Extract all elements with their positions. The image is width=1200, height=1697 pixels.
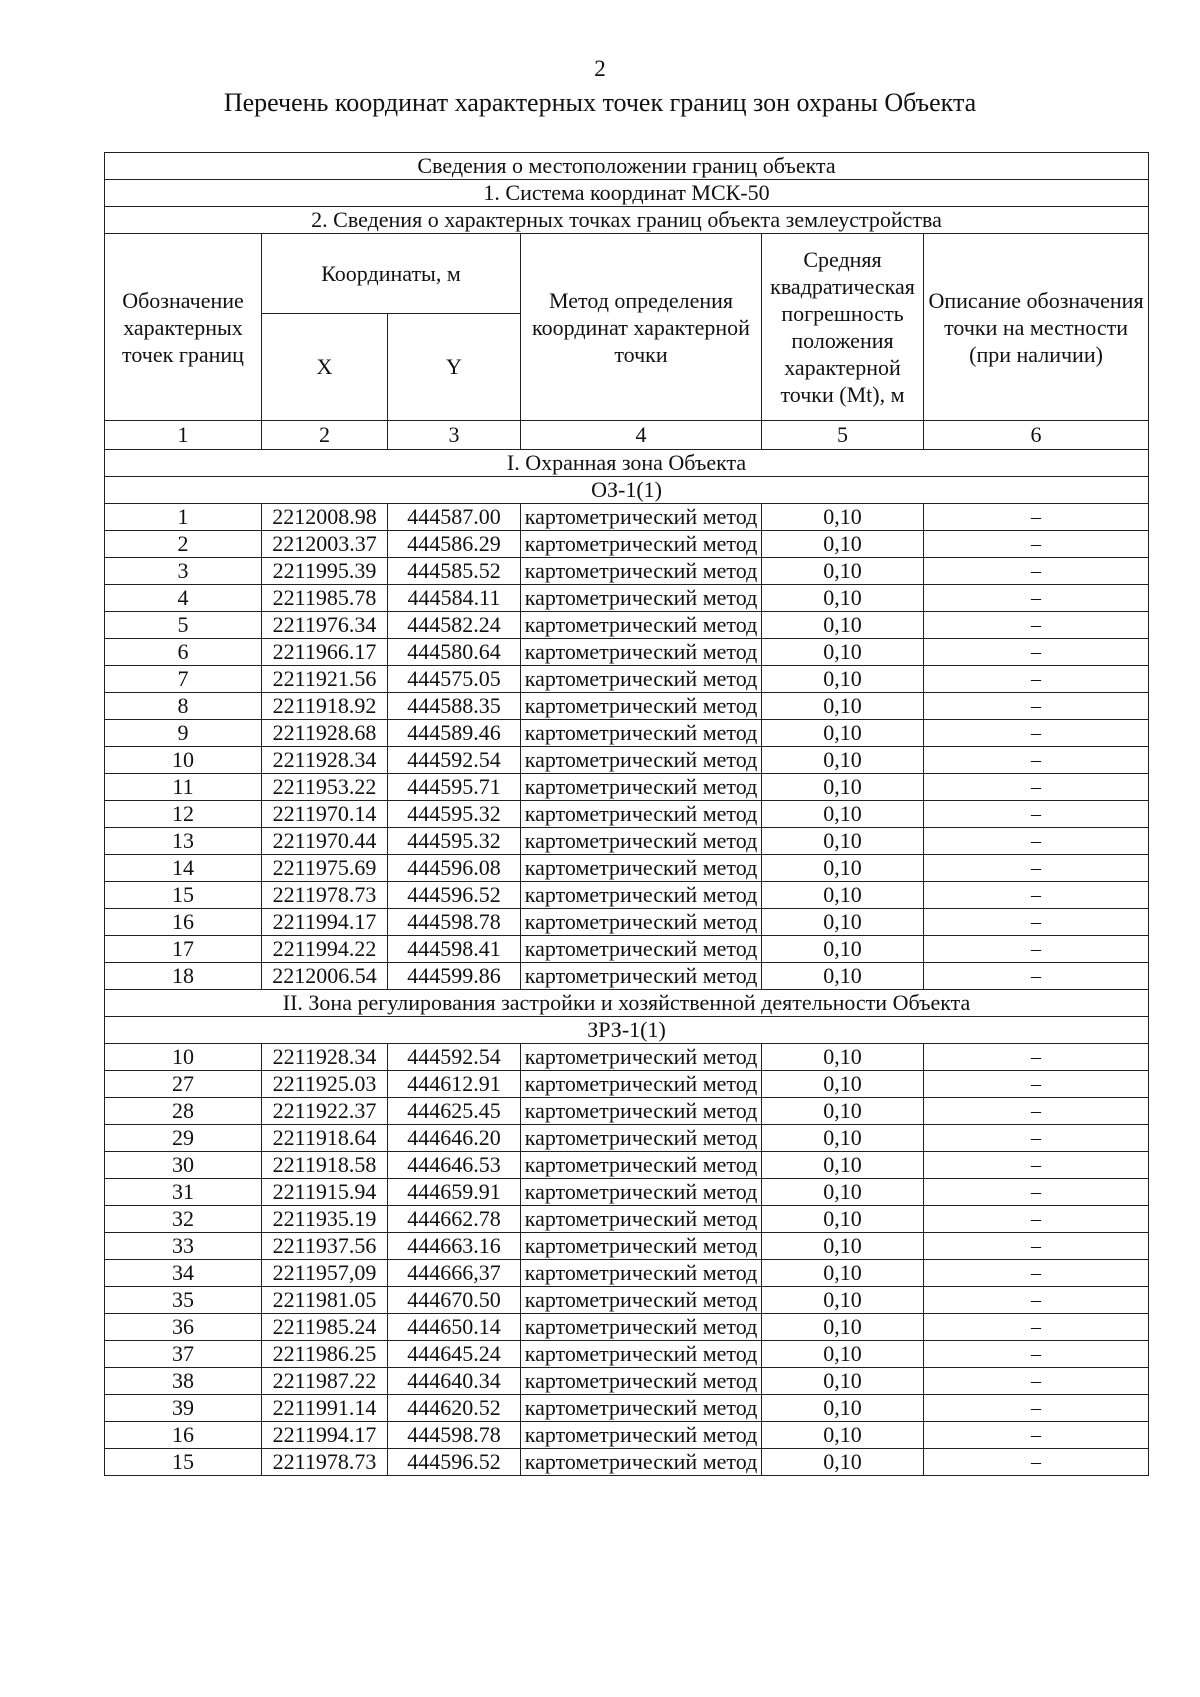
point-cell: 10 [105,747,262,774]
y-coordinate-cell: 444598.41 [388,936,521,963]
x-coordinate-cell: 2211922.37 [262,1098,388,1125]
x-coordinate-cell: 2211953.22 [262,774,388,801]
method-cell: картометрический метод [521,1260,762,1287]
column-number-1: 1 [105,421,262,450]
y-coordinate-cell: 444575.05 [388,666,521,693]
description-cell: – [924,1152,1149,1179]
method-cell: картометрический метод [521,909,762,936]
y-coordinate-cell: 444592.54 [388,1044,521,1071]
table-row [105,936,1149,963]
column-number-6: 6 [924,421,1149,450]
method-cell: картометрический метод [521,747,762,774]
error-cell: 0,10 [762,1422,924,1449]
y-coordinate-cell: 444598.78 [388,909,521,936]
error-cell: 0,10 [762,828,924,855]
table-row [105,1044,1149,1071]
coordinates-table [104,152,1149,1476]
table-row [105,693,1149,720]
y-coordinate-cell: 444596.08 [388,855,521,882]
description-cell: – [924,1098,1149,1125]
point-cell: 5 [105,612,262,639]
header-point: Обозначение характерных точек границ [105,234,262,421]
x-coordinate-cell: 2211975.69 [262,855,388,882]
x-coordinate-cell: 2211937.56 [262,1233,388,1260]
method-cell: картометрический метод [521,1098,762,1125]
page-number: 2 [594,56,606,81]
table-row [105,1341,1149,1368]
header-coordinates: Координаты, м [262,234,521,314]
y-coordinate-cell: 444670.50 [388,1287,521,1314]
error-cell: 0,10 [762,1125,924,1152]
table-row [105,1368,1149,1395]
table-row [105,1098,1149,1125]
y-coordinate-cell: 444596.52 [388,882,521,909]
point-cell: 38 [105,1368,262,1395]
method-cell: картометрический метод [521,639,762,666]
x-coordinate-cell: 2211978.73 [262,1449,388,1476]
x-coordinate-cell: 2211970.14 [262,801,388,828]
description-cell: – [924,531,1149,558]
point-cell: 10 [105,1044,262,1071]
description-cell: – [924,1395,1149,1422]
x-coordinate-cell: 2211994.17 [262,1422,388,1449]
point-cell: 31 [105,1179,262,1206]
error-cell: 0,10 [762,720,924,747]
table-row [105,612,1149,639]
table-row [105,639,1149,666]
zone-label: ЗРЗ-1(1) [105,1017,1149,1044]
method-cell: картометрический метод [521,1152,762,1179]
y-coordinate-cell: 444662.78 [388,1206,521,1233]
table-row [105,1179,1149,1206]
description-cell: – [924,1341,1149,1368]
method-cell: картометрический метод [521,1071,762,1098]
point-cell: 33 [105,1233,262,1260]
point-cell: 39 [105,1395,262,1422]
coordinate-system: 1. Система координат МСК-50 [105,180,1149,207]
point-cell: 32 [105,1206,262,1233]
section-title: II. Зона регулирования застройки и хозяйственной деятельности Объекта [105,990,1149,1017]
table-row [105,774,1149,801]
method-cell: картометрический метод [521,1422,762,1449]
description-cell: – [924,828,1149,855]
error-cell: 0,10 [762,1449,924,1476]
method-cell: картометрический метод [521,1044,762,1071]
x-coordinate-cell: 2211994.17 [262,909,388,936]
description-cell: – [924,1368,1149,1395]
point-cell: 12 [105,801,262,828]
y-coordinate-cell: 444620.52 [388,1395,521,1422]
description-cell: – [924,855,1149,882]
error-cell: 0,10 [762,693,924,720]
y-coordinate-cell: 444584.11 [388,585,521,612]
y-coordinate-cell: 444596.52 [388,1449,521,1476]
table-row [105,1314,1149,1341]
error-cell: 0,10 [762,936,924,963]
point-cell: 36 [105,1314,262,1341]
x-coordinate-cell: 2211935.19 [262,1206,388,1233]
description-cell: – [924,1233,1149,1260]
point-cell: 16 [105,1422,262,1449]
description-cell: – [924,1287,1149,1314]
error-cell: 0,10 [762,747,924,774]
description-cell: – [924,720,1149,747]
zone-label: ОЗ-1(1) [105,477,1149,504]
y-coordinate-cell: 444598.78 [388,1422,521,1449]
error-cell: 0,10 [762,1044,924,1071]
error-cell: 0,10 [762,1395,924,1422]
table-row [105,1395,1149,1422]
method-cell: картометрический метод [521,963,762,990]
y-coordinate-cell: 444666,37 [388,1260,521,1287]
method-cell: картометрический метод [521,1179,762,1206]
y-coordinate-cell: 444582.24 [388,612,521,639]
description-cell: – [924,1314,1149,1341]
method-cell: картометрический метод [521,558,762,585]
y-coordinate-cell: 444640.34 [388,1368,521,1395]
point-cell: 17 [105,936,262,963]
error-cell: 0,10 [762,1206,924,1233]
description-cell: – [924,558,1149,585]
column-number-2: 2 [262,421,388,450]
y-coordinate-cell: 444663.16 [388,1233,521,1260]
table-row [105,666,1149,693]
column-number-3: 3 [388,421,521,450]
method-cell: картометрический метод [521,693,762,720]
description-cell: – [924,801,1149,828]
error-cell: 0,10 [762,504,924,531]
x-coordinate-cell: 2211985.24 [262,1314,388,1341]
description-cell: – [924,639,1149,666]
error-cell: 0,10 [762,1098,924,1125]
point-cell: 4 [105,585,262,612]
method-cell: картометрический метод [521,828,762,855]
table-row [105,1449,1149,1476]
y-coordinate-cell: 444580.64 [388,639,521,666]
x-coordinate-cell: 2211978.73 [262,882,388,909]
description-cell: – [924,936,1149,963]
method-cell: картометрический метод [521,585,762,612]
x-coordinate-cell: 2212006.54 [262,963,388,990]
y-coordinate-cell: 444646.53 [388,1152,521,1179]
x-coordinate-cell: 2211921.56 [262,666,388,693]
point-cell: 30 [105,1152,262,1179]
description-cell: – [924,1044,1149,1071]
description-cell: – [924,1422,1149,1449]
y-coordinate-cell: 444588.35 [388,693,521,720]
point-cell: 6 [105,639,262,666]
error-cell: 0,10 [762,882,924,909]
point-cell: 11 [105,774,262,801]
error-cell: 0,10 [762,585,924,612]
point-cell: 1 [105,504,262,531]
method-cell: картометрический метод [521,882,762,909]
error-cell: 0,10 [762,1314,924,1341]
table-row [105,963,1149,990]
point-cell: 15 [105,1449,262,1476]
description-cell: – [924,909,1149,936]
x-coordinate-cell: 2211957,09 [262,1260,388,1287]
description-cell: – [924,774,1149,801]
table-row [105,1152,1149,1179]
table-row [105,1125,1149,1152]
y-coordinate-cell: 444646.20 [388,1125,521,1152]
description-cell: – [924,693,1149,720]
method-cell: картометрический метод [521,936,762,963]
description-cell: – [924,1206,1149,1233]
header-method: Метод определения координат характерной точки [521,234,762,421]
method-cell: картометрический метод [521,774,762,801]
x-coordinate-cell: 2211991.14 [262,1395,388,1422]
header-x: X [262,314,388,421]
table-row [105,855,1149,882]
method-cell: картометрический метод [521,612,762,639]
x-coordinate-cell: 2211928.34 [262,747,388,774]
method-cell: картометрический метод [521,801,762,828]
column-number-5: 5 [762,421,924,450]
subsection-title: 2. Сведения о характерных точках границ объекта землеустройства [105,207,1149,234]
x-coordinate-cell: 2211918.58 [262,1152,388,1179]
header-description: Описание обозначения точки на местности (при наличии) [924,234,1149,421]
table-row [105,1206,1149,1233]
header-y: Y [388,314,521,421]
point-cell: 16 [105,909,262,936]
table-row [105,1260,1149,1287]
point-cell: 2 [105,531,262,558]
description-cell: – [924,963,1149,990]
y-coordinate-cell: 444625.45 [388,1098,521,1125]
description-cell: – [924,612,1149,639]
description-cell: – [924,585,1149,612]
description-cell: – [924,504,1149,531]
error-cell: 0,10 [762,909,924,936]
point-cell: 34 [105,1260,262,1287]
table-row [105,720,1149,747]
error-cell: 0,10 [762,1341,924,1368]
table-row [105,558,1149,585]
method-cell: картометрический метод [521,855,762,882]
method-cell: картометрический метод [521,1341,762,1368]
header-error: Средняя квадратическая погрешность положения характерной точки (Mt), м [762,234,924,421]
x-coordinate-cell: 2211987.22 [262,1368,388,1395]
table-row [105,909,1149,936]
method-cell: картометрический метод [521,1368,762,1395]
method-cell: картометрический метод [521,1125,762,1152]
error-cell: 0,10 [762,1287,924,1314]
method-cell: картометрический метод [521,531,762,558]
section-title: I. Охранная зона Объекта [105,450,1149,477]
point-cell: 29 [105,1125,262,1152]
point-cell: 27 [105,1071,262,1098]
description-cell: – [924,882,1149,909]
x-coordinate-cell: 2212003.37 [262,531,388,558]
method-cell: картометрический метод [521,1395,762,1422]
description-cell: – [924,1260,1149,1287]
y-coordinate-cell: 444645.24 [388,1341,521,1368]
description-cell: – [924,666,1149,693]
description-cell: – [924,1179,1149,1206]
x-coordinate-cell: 2211981.05 [262,1287,388,1314]
y-coordinate-cell: 444589.46 [388,720,521,747]
x-coordinate-cell: 2211918.92 [262,693,388,720]
error-cell: 0,10 [762,1071,924,1098]
point-cell: 35 [105,1287,262,1314]
error-cell: 0,10 [762,774,924,801]
x-coordinate-cell: 2211985.78 [262,585,388,612]
method-cell: картометрический метод [521,1314,762,1341]
error-cell: 0,10 [762,855,924,882]
error-cell: 0,10 [762,1260,924,1287]
y-coordinate-cell: 444595.32 [388,801,521,828]
error-cell: 0,10 [762,1152,924,1179]
x-coordinate-cell: 2211928.34 [262,1044,388,1071]
y-coordinate-cell: 444650.14 [388,1314,521,1341]
method-cell: картометрический метод [521,1206,762,1233]
y-coordinate-cell: 444595.32 [388,828,521,855]
y-coordinate-cell: 444599.86 [388,963,521,990]
method-cell: картометрический метод [521,1233,762,1260]
x-coordinate-cell: 2211976.34 [262,612,388,639]
error-cell: 0,10 [762,1233,924,1260]
x-coordinate-cell: 2211986.25 [262,1341,388,1368]
point-cell: 15 [105,882,262,909]
x-coordinate-cell: 2211970.44 [262,828,388,855]
method-cell: картометрический метод [521,1287,762,1314]
description-cell: – [924,1449,1149,1476]
x-coordinate-cell: 2211994.22 [262,936,388,963]
error-cell: 0,10 [762,666,924,693]
point-cell: 3 [105,558,262,585]
table-row [105,1071,1149,1098]
error-cell: 0,10 [762,531,924,558]
table-row [105,504,1149,531]
table-row [105,801,1149,828]
x-coordinate-cell: 2211966.17 [262,639,388,666]
point-cell: 7 [105,666,262,693]
table-row [105,531,1149,558]
x-coordinate-cell: 2211995.39 [262,558,388,585]
point-cell: 14 [105,855,262,882]
description-cell: – [924,1071,1149,1098]
x-coordinate-cell: 2212008.98 [262,504,388,531]
table-row [105,1287,1149,1314]
y-coordinate-cell: 444592.54 [388,747,521,774]
error-cell: 0,10 [762,801,924,828]
method-cell: картометрический метод [521,666,762,693]
y-coordinate-cell: 444659.91 [388,1179,521,1206]
x-coordinate-cell: 2211925.03 [262,1071,388,1098]
y-coordinate-cell: 444587.00 [388,504,521,531]
point-cell: 8 [105,693,262,720]
error-cell: 0,10 [762,612,924,639]
y-coordinate-cell: 444595.71 [388,774,521,801]
point-cell: 37 [105,1341,262,1368]
method-cell: картометрический метод [521,504,762,531]
column-number-4: 4 [521,421,762,450]
description-cell: – [924,1125,1149,1152]
point-cell: 28 [105,1098,262,1125]
x-coordinate-cell: 2211928.68 [262,720,388,747]
table-caption: Сведения о местоположении границ объекта [105,153,1149,180]
document-title: Перечень координат характерных точек границ зон охраны Объекта [223,88,977,117]
table-row [105,1422,1149,1449]
point-cell: 18 [105,963,262,990]
error-cell: 0,10 [762,639,924,666]
description-cell: – [924,747,1149,774]
error-cell: 0,10 [762,1368,924,1395]
y-coordinate-cell: 444586.29 [388,531,521,558]
point-cell: 9 [105,720,262,747]
error-cell: 0,10 [762,963,924,990]
table-row [105,585,1149,612]
table-row [105,828,1149,855]
y-coordinate-cell: 444612.91 [388,1071,521,1098]
y-coordinate-cell: 444585.52 [388,558,521,585]
table-row [105,747,1149,774]
point-cell: 13 [105,828,262,855]
error-cell: 0,10 [762,1179,924,1206]
method-cell: картометрический метод [521,1449,762,1476]
error-cell: 0,10 [762,558,924,585]
table-row [105,1233,1149,1260]
table-row [105,882,1149,909]
x-coordinate-cell: 2211915.94 [262,1179,388,1206]
x-coordinate-cell: 2211918.64 [262,1125,388,1152]
method-cell: картометрический метод [521,720,762,747]
